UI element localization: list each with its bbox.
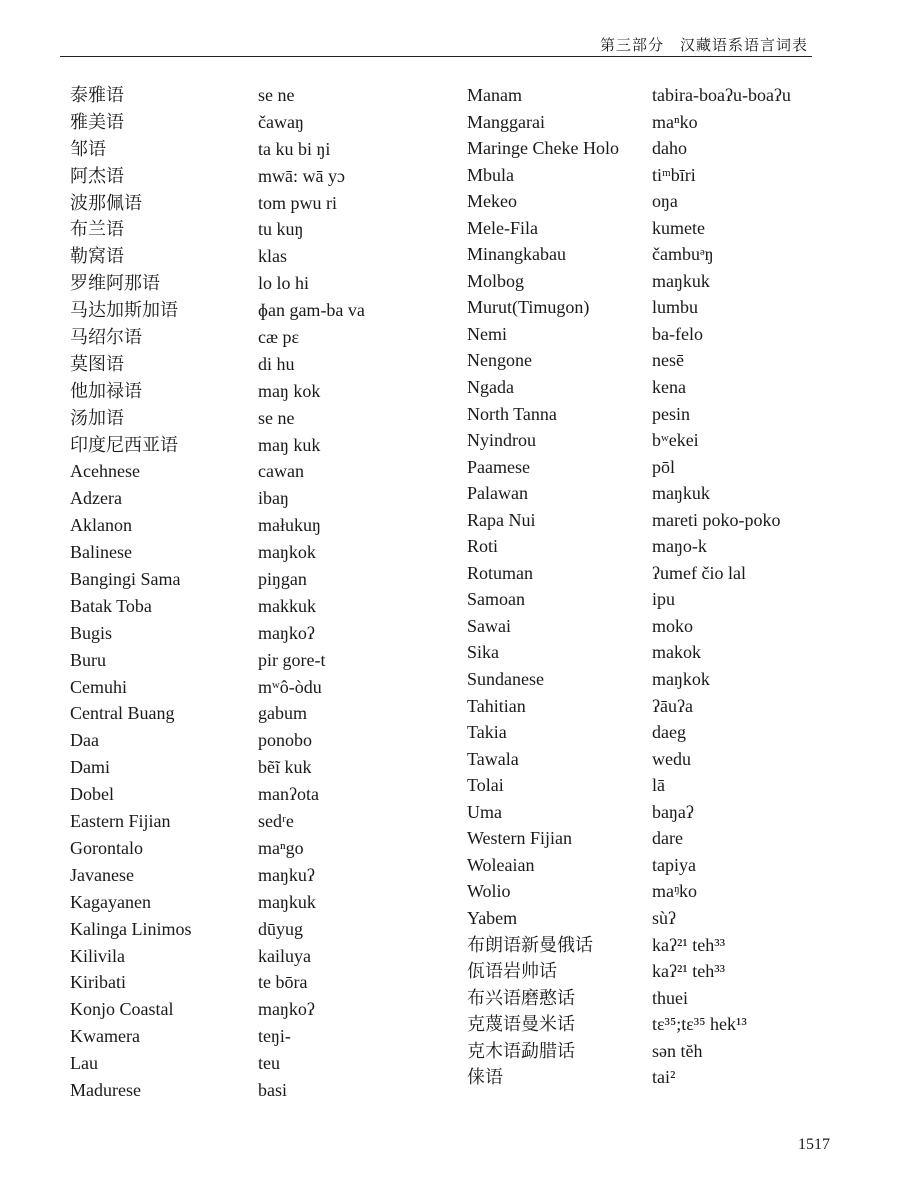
word-form: se ne xyxy=(258,407,295,428)
word-form: wedu xyxy=(652,748,691,769)
language-name: Konjo Coastal xyxy=(70,999,174,1020)
word-form: nesē xyxy=(652,350,684,371)
word-form: kena xyxy=(652,377,686,398)
language-name: Nemi xyxy=(467,323,507,344)
word-form: lumbu xyxy=(652,297,699,318)
word-form: piŋgan xyxy=(258,569,307,590)
word-form: ponobo xyxy=(258,730,312,751)
language-name: Mele-Fila xyxy=(467,217,538,238)
word-form: maŋo-k xyxy=(652,536,707,557)
word-form: pir gore-t xyxy=(258,649,326,670)
language-name: Cemuhi xyxy=(70,676,127,697)
word-form: bʷekei xyxy=(652,430,699,451)
language-name: Paamese xyxy=(467,456,530,477)
language-name: Kilivila xyxy=(70,945,125,966)
word-form: ipu xyxy=(652,589,676,610)
language-name: Tawala xyxy=(467,748,519,769)
word-form: oŋa xyxy=(652,191,678,212)
language-name: Rapa Nui xyxy=(467,509,536,530)
word-form: klas xyxy=(258,246,287,267)
word-form: ʔāuʔa xyxy=(652,695,693,716)
word-form: ɸan gam-ba va xyxy=(258,300,365,321)
word-form: manʔota xyxy=(258,784,319,805)
word-form: maŋ kok xyxy=(258,380,321,401)
language-name: Manam xyxy=(467,85,522,105)
word-form: di hu xyxy=(258,353,295,374)
word-form: maŋkoʔ xyxy=(258,622,315,643)
right-word-column xyxy=(652,82,791,1091)
word-form: maⁿko xyxy=(652,111,698,132)
language-name: Madurese xyxy=(70,1079,141,1100)
language-name: Takia xyxy=(467,722,507,743)
word-form: maⁿgo xyxy=(258,837,304,858)
language-name: 克木语勐腊话 xyxy=(467,1040,575,1061)
word-form: ba-felo xyxy=(652,323,703,344)
word-form: ʔumef čio lal xyxy=(652,562,746,583)
word-form: cawan xyxy=(258,461,304,482)
word-form: kaʔ²¹ teh³³ xyxy=(652,961,726,982)
language-name: Kalinga Linimos xyxy=(70,918,192,939)
word-form: maŋkoʔ xyxy=(258,999,315,1020)
word-form: makok xyxy=(652,642,701,663)
language-name: 邹语 xyxy=(70,138,106,159)
language-name: Manggarai xyxy=(467,111,545,132)
language-name: 阿杰语 xyxy=(70,165,124,186)
word-form: čambuᵊŋ xyxy=(652,244,714,265)
word-form: tai² xyxy=(652,1067,676,1088)
language-name: 莫图语 xyxy=(70,353,124,374)
word-form: gabum xyxy=(258,703,307,724)
left-language-column xyxy=(70,82,191,1104)
language-name: 波那佩语 xyxy=(70,192,142,213)
language-name: Balinese xyxy=(70,542,132,563)
word-form: kumete xyxy=(652,217,705,238)
language-name: 罗维阿那语 xyxy=(70,273,160,294)
language-name: 克蔑语曼米话 xyxy=(467,1014,575,1035)
language-name: Sika xyxy=(467,642,500,663)
language-name: Central Buang xyxy=(70,703,175,724)
word-form: mareti poko-poko xyxy=(652,509,781,530)
word-form: te bōra xyxy=(258,972,308,993)
language-name: Buru xyxy=(70,649,106,670)
word-form: tabira-boaʔu-boaʔu xyxy=(652,85,791,105)
word-form: maŋkuk xyxy=(652,270,710,291)
language-name: 俫语 xyxy=(467,1067,503,1088)
language-name: Tolai xyxy=(467,775,504,796)
language-name: Adzera xyxy=(70,488,122,509)
page-number: 1517 xyxy=(798,1136,830,1153)
language-name: 他加禄语 xyxy=(70,380,142,401)
language-name: Minangkabau xyxy=(467,244,566,265)
word-form: sedʳe xyxy=(258,811,294,832)
language-name: 泰雅语 xyxy=(70,85,124,105)
language-name: Mekeo xyxy=(467,191,517,212)
word-form: tom pwu ri xyxy=(258,192,337,213)
language-name: 汤加语 xyxy=(70,407,124,428)
word-form: cæ pɛ xyxy=(258,327,300,348)
word-form: se ne xyxy=(258,85,295,105)
language-name: Roti xyxy=(467,536,499,557)
word-form: thuei xyxy=(652,987,688,1008)
language-name: Kagayanen xyxy=(70,891,151,912)
word-form: maŋkok xyxy=(258,542,316,563)
word-form: maŋkuk xyxy=(652,483,710,504)
language-name: 布兰语 xyxy=(70,219,124,240)
language-name: Bugis xyxy=(70,622,113,643)
word-form: sən tĕh xyxy=(652,1040,703,1061)
language-name: Tahitian xyxy=(467,695,526,716)
language-name: Samoan xyxy=(467,589,525,610)
language-name: Western Fijian xyxy=(467,828,573,849)
language-name: Mbula xyxy=(467,164,514,185)
word-form: čawaŋ xyxy=(258,111,304,132)
word-form: maᵑko xyxy=(652,881,698,902)
language-name: Gorontalo xyxy=(70,837,143,858)
language-name: Batak Toba xyxy=(70,595,152,616)
language-name: 布兴语磨憨话 xyxy=(467,987,575,1008)
language-name: Nengone xyxy=(467,350,532,371)
word-form: pesin xyxy=(652,403,690,424)
word-form: lā xyxy=(652,775,665,796)
word-form: teŋi- xyxy=(258,1026,291,1047)
word-form: dūyug xyxy=(258,918,303,939)
word-form: maŋkok xyxy=(652,669,710,690)
word-form: dare xyxy=(652,828,683,849)
word-form: lo lo hi xyxy=(258,273,310,294)
word-form: teu xyxy=(258,1053,280,1074)
word-form: mʷô-òdu xyxy=(258,676,322,697)
language-name: Woleaian xyxy=(467,854,535,875)
language-name: Yabem xyxy=(467,907,518,928)
language-name: 佤语岩帅话 xyxy=(467,961,557,982)
word-form: bẽĩ kuk xyxy=(258,757,312,778)
word-form: maŋ kuk xyxy=(258,434,321,455)
word-form: tiᵐbīri xyxy=(652,164,696,185)
language-name: Nyindrou xyxy=(467,430,536,451)
language-name: Aklanon xyxy=(70,515,132,536)
word-form: basi xyxy=(258,1079,287,1100)
language-name: 勒窝语 xyxy=(70,246,124,267)
language-name: 雅美语 xyxy=(70,111,124,132)
word-form: daho xyxy=(652,138,687,159)
word-form: małukuŋ xyxy=(258,515,321,536)
word-form: moko xyxy=(652,615,694,636)
word-form: kaʔ²¹ teh³³ xyxy=(652,934,726,955)
language-name: Dobel xyxy=(70,784,114,805)
right-language-column xyxy=(467,82,619,1091)
language-name: 布朗语新曼俄话 xyxy=(467,934,593,955)
language-name: Kiribati xyxy=(70,972,126,993)
language-name: Uma xyxy=(467,801,502,822)
word-form: tapiya xyxy=(652,854,696,875)
language-name: Palawan xyxy=(467,483,528,504)
word-form: daeg xyxy=(652,722,686,743)
language-name: Maringe Cheke Holo xyxy=(467,138,619,159)
left-word-column xyxy=(258,82,365,1104)
word-form: kailuya xyxy=(258,945,311,966)
language-name: Acehnese xyxy=(70,461,140,482)
language-name: Dami xyxy=(70,757,110,778)
language-name: Javanese xyxy=(70,864,134,885)
language-name: Eastern Fijian xyxy=(70,811,171,832)
language-name: 马达加斯加语 xyxy=(70,300,178,321)
language-name: Ngada xyxy=(467,377,514,398)
word-form: makkuk xyxy=(258,595,316,616)
word-form: maŋkuk xyxy=(258,891,316,912)
language-name: 马绍尔语 xyxy=(70,327,142,348)
word-form: ta ku bi ŋi xyxy=(258,138,331,159)
language-name: North Tanna xyxy=(467,403,557,424)
word-form: mwā: wā yɔ xyxy=(258,165,345,186)
word-form: ibaŋ xyxy=(258,488,289,509)
language-name: Lau xyxy=(70,1053,98,1074)
word-form: pōl xyxy=(652,456,676,477)
language-name: Kwamera xyxy=(70,1026,140,1047)
language-name: Rotuman xyxy=(467,562,533,583)
word-form: baŋaʔ xyxy=(652,801,694,822)
word-form: maŋkuʔ xyxy=(258,864,315,885)
language-name: Bangingi Sama xyxy=(70,569,181,590)
page-header xyxy=(60,34,812,57)
header-title: 第三部分 汉藏语系语言词表 xyxy=(599,36,808,54)
language-name: Molbog xyxy=(467,270,525,291)
language-name: 印度尼西亚语 xyxy=(70,434,178,455)
word-form: tɛ³⁵;tɛ³⁵ hek¹³ xyxy=(652,1014,747,1035)
language-name: Daa xyxy=(70,730,99,751)
language-name: Wolio xyxy=(467,881,511,902)
language-name: Sawai xyxy=(467,615,511,636)
language-name: Sundanese xyxy=(467,669,544,690)
word-form: tu kuŋ xyxy=(258,219,304,240)
word-form: sùʔ xyxy=(652,907,676,928)
language-name: Murut(Timugon) xyxy=(467,297,590,318)
